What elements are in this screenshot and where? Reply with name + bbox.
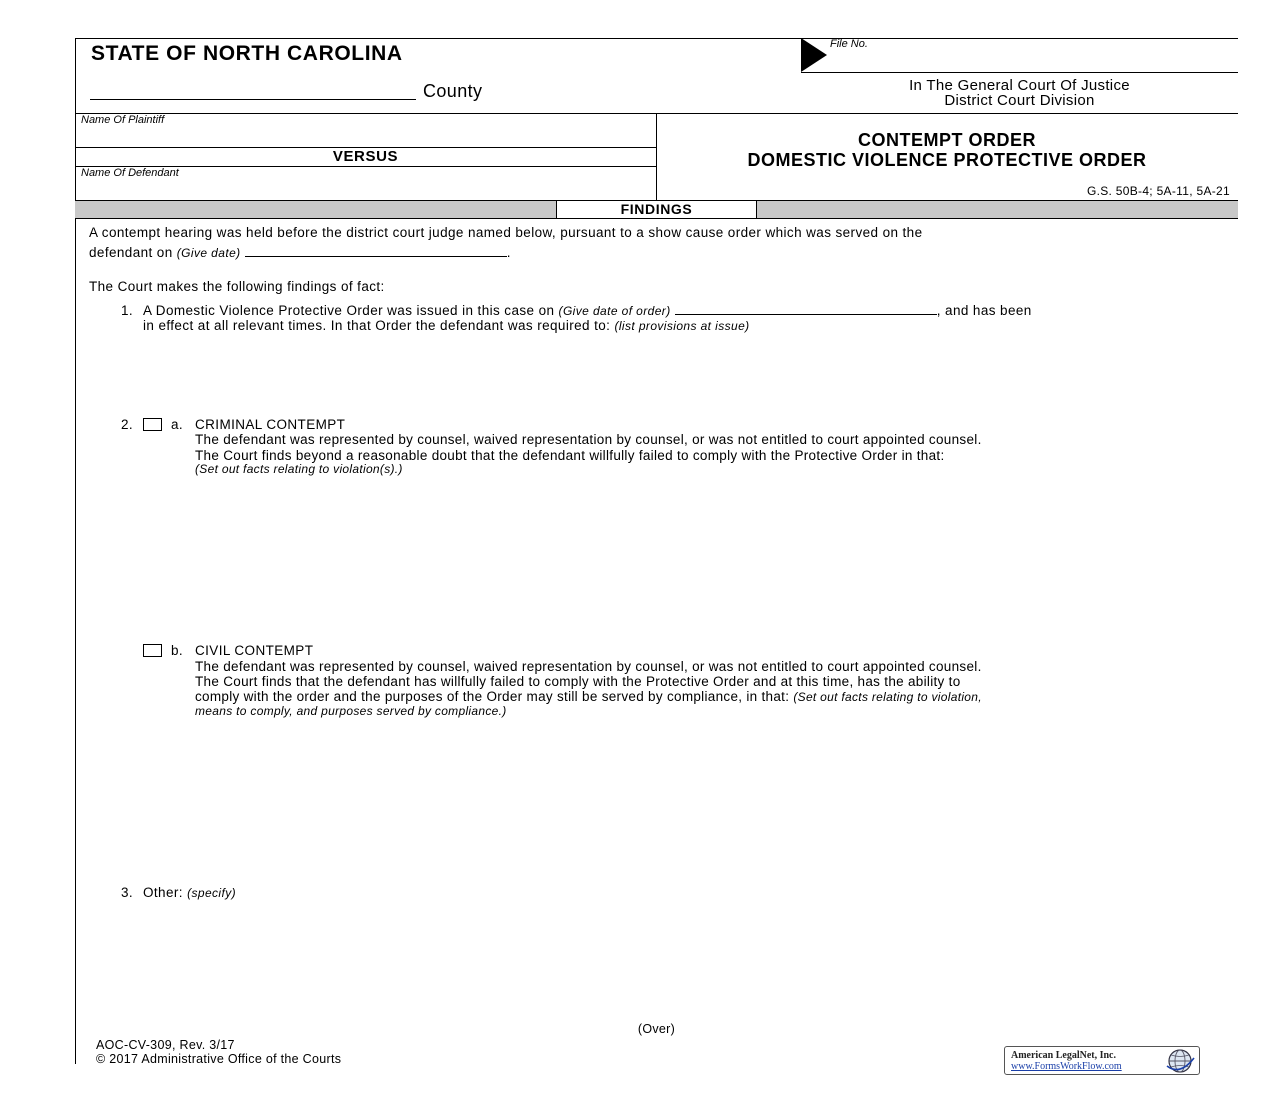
item-1-provisions-hint: (list provisions at issue) — [614, 319, 750, 333]
item-1-text-b: , and has been — [936, 303, 1032, 318]
service-date-input[interactable] — [245, 245, 507, 257]
item-3-number: 3. — [121, 885, 134, 900]
item-3-line — [143, 885, 236, 901]
item-3-other: Other: — [143, 885, 183, 900]
plaintiff-input[interactable] — [78, 126, 654, 146]
defendant-input[interactable] — [78, 179, 654, 199]
court-makes-findings: The Court makes the following findings of fact: — [89, 279, 385, 294]
intro-period: . — [506, 245, 511, 260]
civil-contempt-text-c: comply with the order and the purposes of the Order may still be served by compliance, in that: — [195, 689, 790, 704]
file-no-input[interactable] — [830, 38, 1238, 72]
civil-contempt-hint-a: (Set out facts relating to violation, — [793, 690, 982, 704]
court-line-2: District Court Division — [944, 92, 1095, 109]
order-date-input[interactable] — [675, 303, 937, 315]
legalnet-badge[interactable] — [1004, 1046, 1200, 1075]
arrow-right-icon — [801, 38, 827, 72]
versus-label: VERSUS — [332, 148, 399, 165]
item-1-text-a: A Domestic Violence Protective Order was issued in this case on — [143, 303, 555, 318]
criminal-contempt-line-1: The defendant was represented by counsel, waived representation by counsel, or was not entitled to court appointed counsel. — [195, 432, 982, 447]
criminal-contempt-checkbox[interactable] — [143, 418, 162, 431]
county-input[interactable] — [90, 99, 416, 100]
copyright: © 2017 Administrative Office of the Courts — [96, 1052, 342, 1066]
civil-contempt-line-2: The Court finds that the defendant has willfully failed to comply with the Protective Order and at this time, has the ability to — [195, 674, 961, 689]
civil-contempt-line-3 — [195, 689, 982, 705]
civil-facts-input[interactable] — [195, 722, 1225, 877]
item-2a-label: a. — [171, 417, 184, 432]
item-1-line-2 — [143, 318, 750, 334]
court-line-1: In The General Court Of Justice — [909, 77, 1130, 94]
intro-defendant-on: defendant on — [89, 245, 173, 260]
item-2-number: 2. — [121, 417, 134, 432]
legalnet-url: www.FormsWorkFlow.com — [1011, 1061, 1122, 1072]
civil-contempt-hint-b: means to comply, and purposes served by compliance.) — [195, 704, 507, 718]
item-1-line-1 — [143, 303, 1032, 319]
form-title-line-1: CONTEMPT ORDER — [858, 130, 1036, 150]
other-input[interactable] — [143, 903, 1223, 1013]
plaintiff-label: Name Of Plaintiff — [81, 114, 165, 126]
item-3-hint: (specify) — [187, 886, 237, 900]
item-1-number: 1. — [121, 303, 134, 318]
civil-contempt-title: CIVIL CONTEMPT — [195, 643, 314, 658]
file-no-underline — [801, 72, 1238, 73]
civil-contempt-checkbox[interactable] — [143, 644, 162, 657]
item-1-date-hint: (Give date of order) — [558, 304, 671, 318]
legalnet-name: American LegalNet, Inc. — [1011, 1050, 1116, 1061]
item-2b-label: b. — [171, 643, 184, 658]
statute-reference: G.S. 50B-4; 5A-11, 5A-21 — [1086, 184, 1230, 198]
findings-heading: FINDINGS — [556, 200, 757, 219]
state-title: STATE OF NORTH CAROLINA — [91, 42, 403, 65]
criminal-facts-input[interactable] — [195, 480, 1225, 630]
criminal-contempt-line-2: The Court finds beyond a reasonable doubt that the defendant willfully failed to comply with the Protective Order in that: — [195, 448, 945, 463]
form-id: AOC-CV-309, Rev. 3/17 — [96, 1038, 235, 1052]
over-label: (Over) — [637, 1022, 676, 1036]
civil-contempt-line-1: The defendant was represented by counsel, waived representation by counsel, or was not entitled to court appointed counsel. — [195, 659, 982, 674]
provisions-input[interactable] — [143, 336, 1223, 406]
county-label: County — [423, 81, 483, 101]
criminal-contempt-title: CRIMINAL CONTEMPT — [195, 417, 346, 432]
defendant-label: Name Of Defendant — [81, 167, 179, 179]
globe-icon — [1163, 1048, 1197, 1074]
criminal-contempt-hint: (Set out facts relating to violation(s).) — [195, 462, 403, 476]
file-no-label: File No. — [830, 38, 868, 50]
intro-line-1: A contempt hearing was held before the district court judge named below, pursuant to a show cause order which was served on the — [89, 225, 923, 240]
intro-date-hint: (Give date) — [176, 246, 241, 260]
intro-line-2 — [89, 245, 511, 261]
form-title-line-2: DOMESTIC VIOLENCE PROTECTIVE ORDER — [747, 150, 1147, 170]
left-border — [75, 38, 76, 1064]
item-1-text-c: in effect at all relevant times. In that Order the defendant was required to: — [143, 318, 611, 333]
